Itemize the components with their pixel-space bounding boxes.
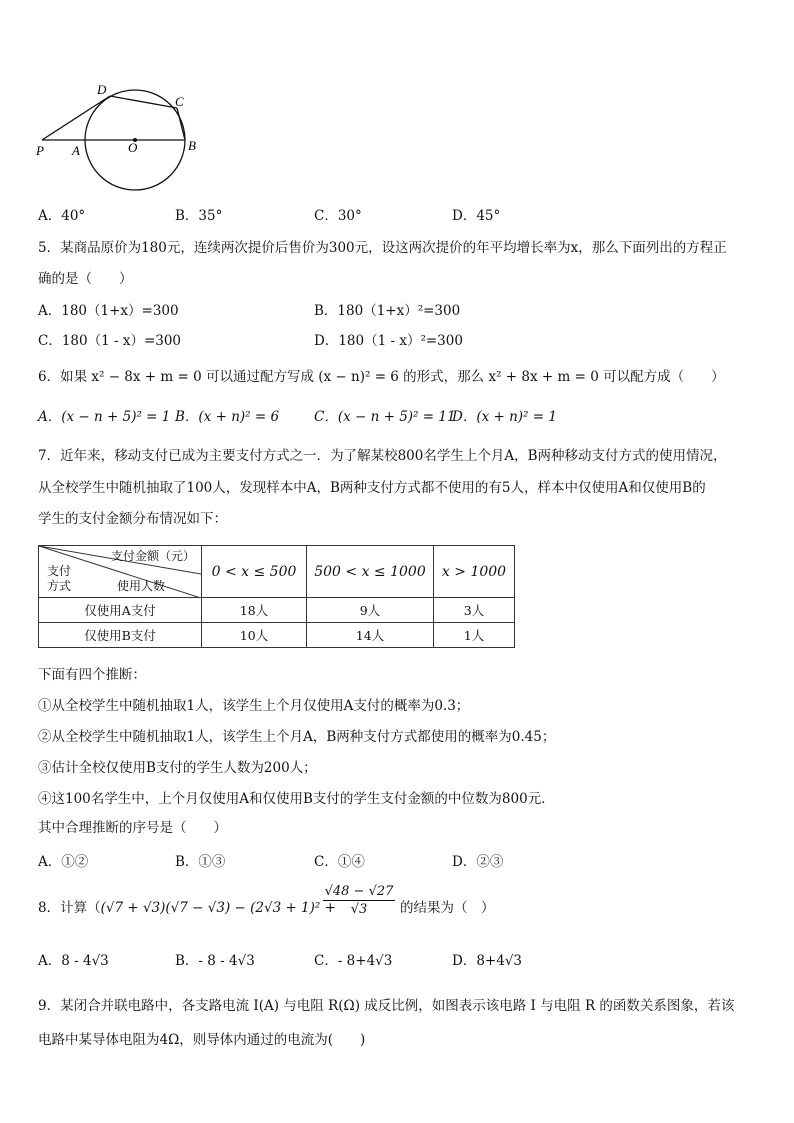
q7-option-c: C．①④: [314, 854, 365, 870]
table-cell: 1人: [434, 623, 515, 648]
q8-option-a: A．8 - 4√3: [38, 953, 109, 969]
row-label: 仅使用B支付: [39, 623, 202, 648]
q4-option-a: A．40°: [38, 208, 86, 224]
table-cell: 18人: [202, 598, 307, 623]
table-cell: 14人: [307, 623, 434, 648]
segment-pd: [42, 96, 110, 140]
q7-statement-1: ①从全校学生中随机抽取1人，该学生上个月仅使用A支付的概率为0.3；: [38, 698, 470, 714]
circle-figure: [30, 78, 205, 193]
q6-option-b: B．(x + n)² = 6: [175, 409, 280, 425]
q5-option-d: D．180（1 - x）²=300: [314, 333, 463, 349]
q9-line2: 电路中某导体电阻为4Ω，则导体内通过的电流为( ): [38, 1032, 366, 1048]
label-c: C: [175, 94, 184, 109]
q8-fraction-denominator: √3: [350, 902, 368, 917]
label-o: O: [128, 140, 138, 155]
corner-top-label: 支付金额（元）: [110, 549, 195, 563]
q7-line2: 从全校学生中随机抽取了100人，发现样本中A，B两种支付方式都不使用的有5人，样本中仅使用A和仅使用B的: [38, 480, 706, 496]
q6-option-a: A．(x − n + 5)² = 1: [38, 409, 171, 425]
table-header-col3: x > 1000: [434, 546, 515, 598]
q8-suffix: 的结果为（ ）: [400, 900, 495, 916]
q7-line3: 学生的支付金额分布情况如下：: [38, 511, 227, 527]
q7-statement-4: ④这100名学生中，上个月仅使用A和仅使用B支付的学生支付金额的中位数为800元．: [38, 791, 555, 807]
corner-left1-label: 支付: [47, 564, 72, 578]
q4-option-b: B．35°: [175, 208, 223, 224]
q5-option-a: A．180（1+x）=300: [38, 303, 179, 319]
table-cell: 10人: [202, 623, 307, 648]
q7-option-a: A．①②: [38, 854, 89, 870]
corner-bottom-label: 使用人数: [117, 579, 166, 593]
label-a: A: [72, 143, 80, 158]
q7-ask: 其中合理推断的序号是（ ）: [38, 820, 227, 836]
q4-option-d: D．45°: [452, 208, 501, 224]
q7-line1: 7．近年来，移动支付已成为主要支付方式之一．为了解某校800名学生上个月A，B两种移动支付方式的使用情况，: [38, 448, 727, 464]
q5-option-c: C．180（1 - x）=300: [38, 333, 182, 349]
table-corner-cell: [39, 546, 202, 598]
table-row: [39, 623, 515, 648]
q8-prefix: 8．计算（: [38, 900, 101, 916]
table-row: [39, 598, 515, 623]
payment-table: [38, 545, 515, 648]
q8-line: [38, 898, 336, 918]
q6-option-c: C．(x − n + 5)² = 11: [314, 409, 456, 425]
q8-option-c: C．- 8+4√3: [314, 953, 393, 969]
q9-line1: 9．某闭合并联电路中，各支路电流 I(A) 与电阻 R(Ω) 成反比例，如图表示该电路 I 与电阻 R 的函数关系图象，若该: [38, 998, 735, 1014]
table-cell: 3人: [434, 598, 515, 623]
q7-intro: 下面有四个推断：: [38, 667, 146, 683]
q8-fraction-numerator: √48 − √27: [324, 884, 394, 899]
segment-cb: [177, 108, 185, 140]
q5-line2: 确的是（ ）: [38, 271, 133, 287]
q8-expression: (√7 + √3)(√7 − √3) − (2√3 + 1)² +: [100, 900, 336, 916]
q7-option-b: B．①③: [175, 854, 226, 870]
label-p: P: [36, 143, 44, 158]
q5-line1: 5．某商品原价为180元，连续两次提价后售价为300元，设这两次提价的年平均增长率为x，那么下面列出的方程正: [38, 240, 727, 256]
corner-left2-label: 方式: [47, 579, 72, 593]
table-cell: 9人: [307, 598, 434, 623]
q7-option-d: D．②③: [452, 854, 504, 870]
q8-option-b: B．- 8 - 4√3: [175, 953, 255, 969]
q7-statement-3: ③估计全校仅使用B支付的学生人数为200人；: [38, 760, 317, 776]
table-header-col1: 0 < x ≤ 500: [202, 546, 307, 598]
q7-statement-2: ②从全校学生中随机抽取1人，该学生上个月A，B两种支付方式都使用的概率为0.45；: [38, 729, 556, 745]
label-d: D: [97, 82, 107, 97]
q6-option-d: D．(x + n)² = 1: [452, 409, 557, 425]
q5-option-b: B．180（1+x）²=300: [314, 303, 461, 319]
row-label: 仅使用A支付: [39, 598, 202, 623]
q4-option-c: C．30°: [314, 208, 362, 224]
label-b: B: [188, 138, 196, 153]
q8-fraction: [323, 883, 395, 918]
q6-line1: 6．如果 x² − 8x + m = 0 可以通过配方写成 (x − n)² = 6 的形式，那么 x² + 8x + m = 0 可以配方成（ ）: [38, 369, 725, 385]
table-header-col2: 500 < x ≤ 1000: [307, 546, 434, 598]
q8-option-d: D．8+4√3: [452, 953, 523, 969]
